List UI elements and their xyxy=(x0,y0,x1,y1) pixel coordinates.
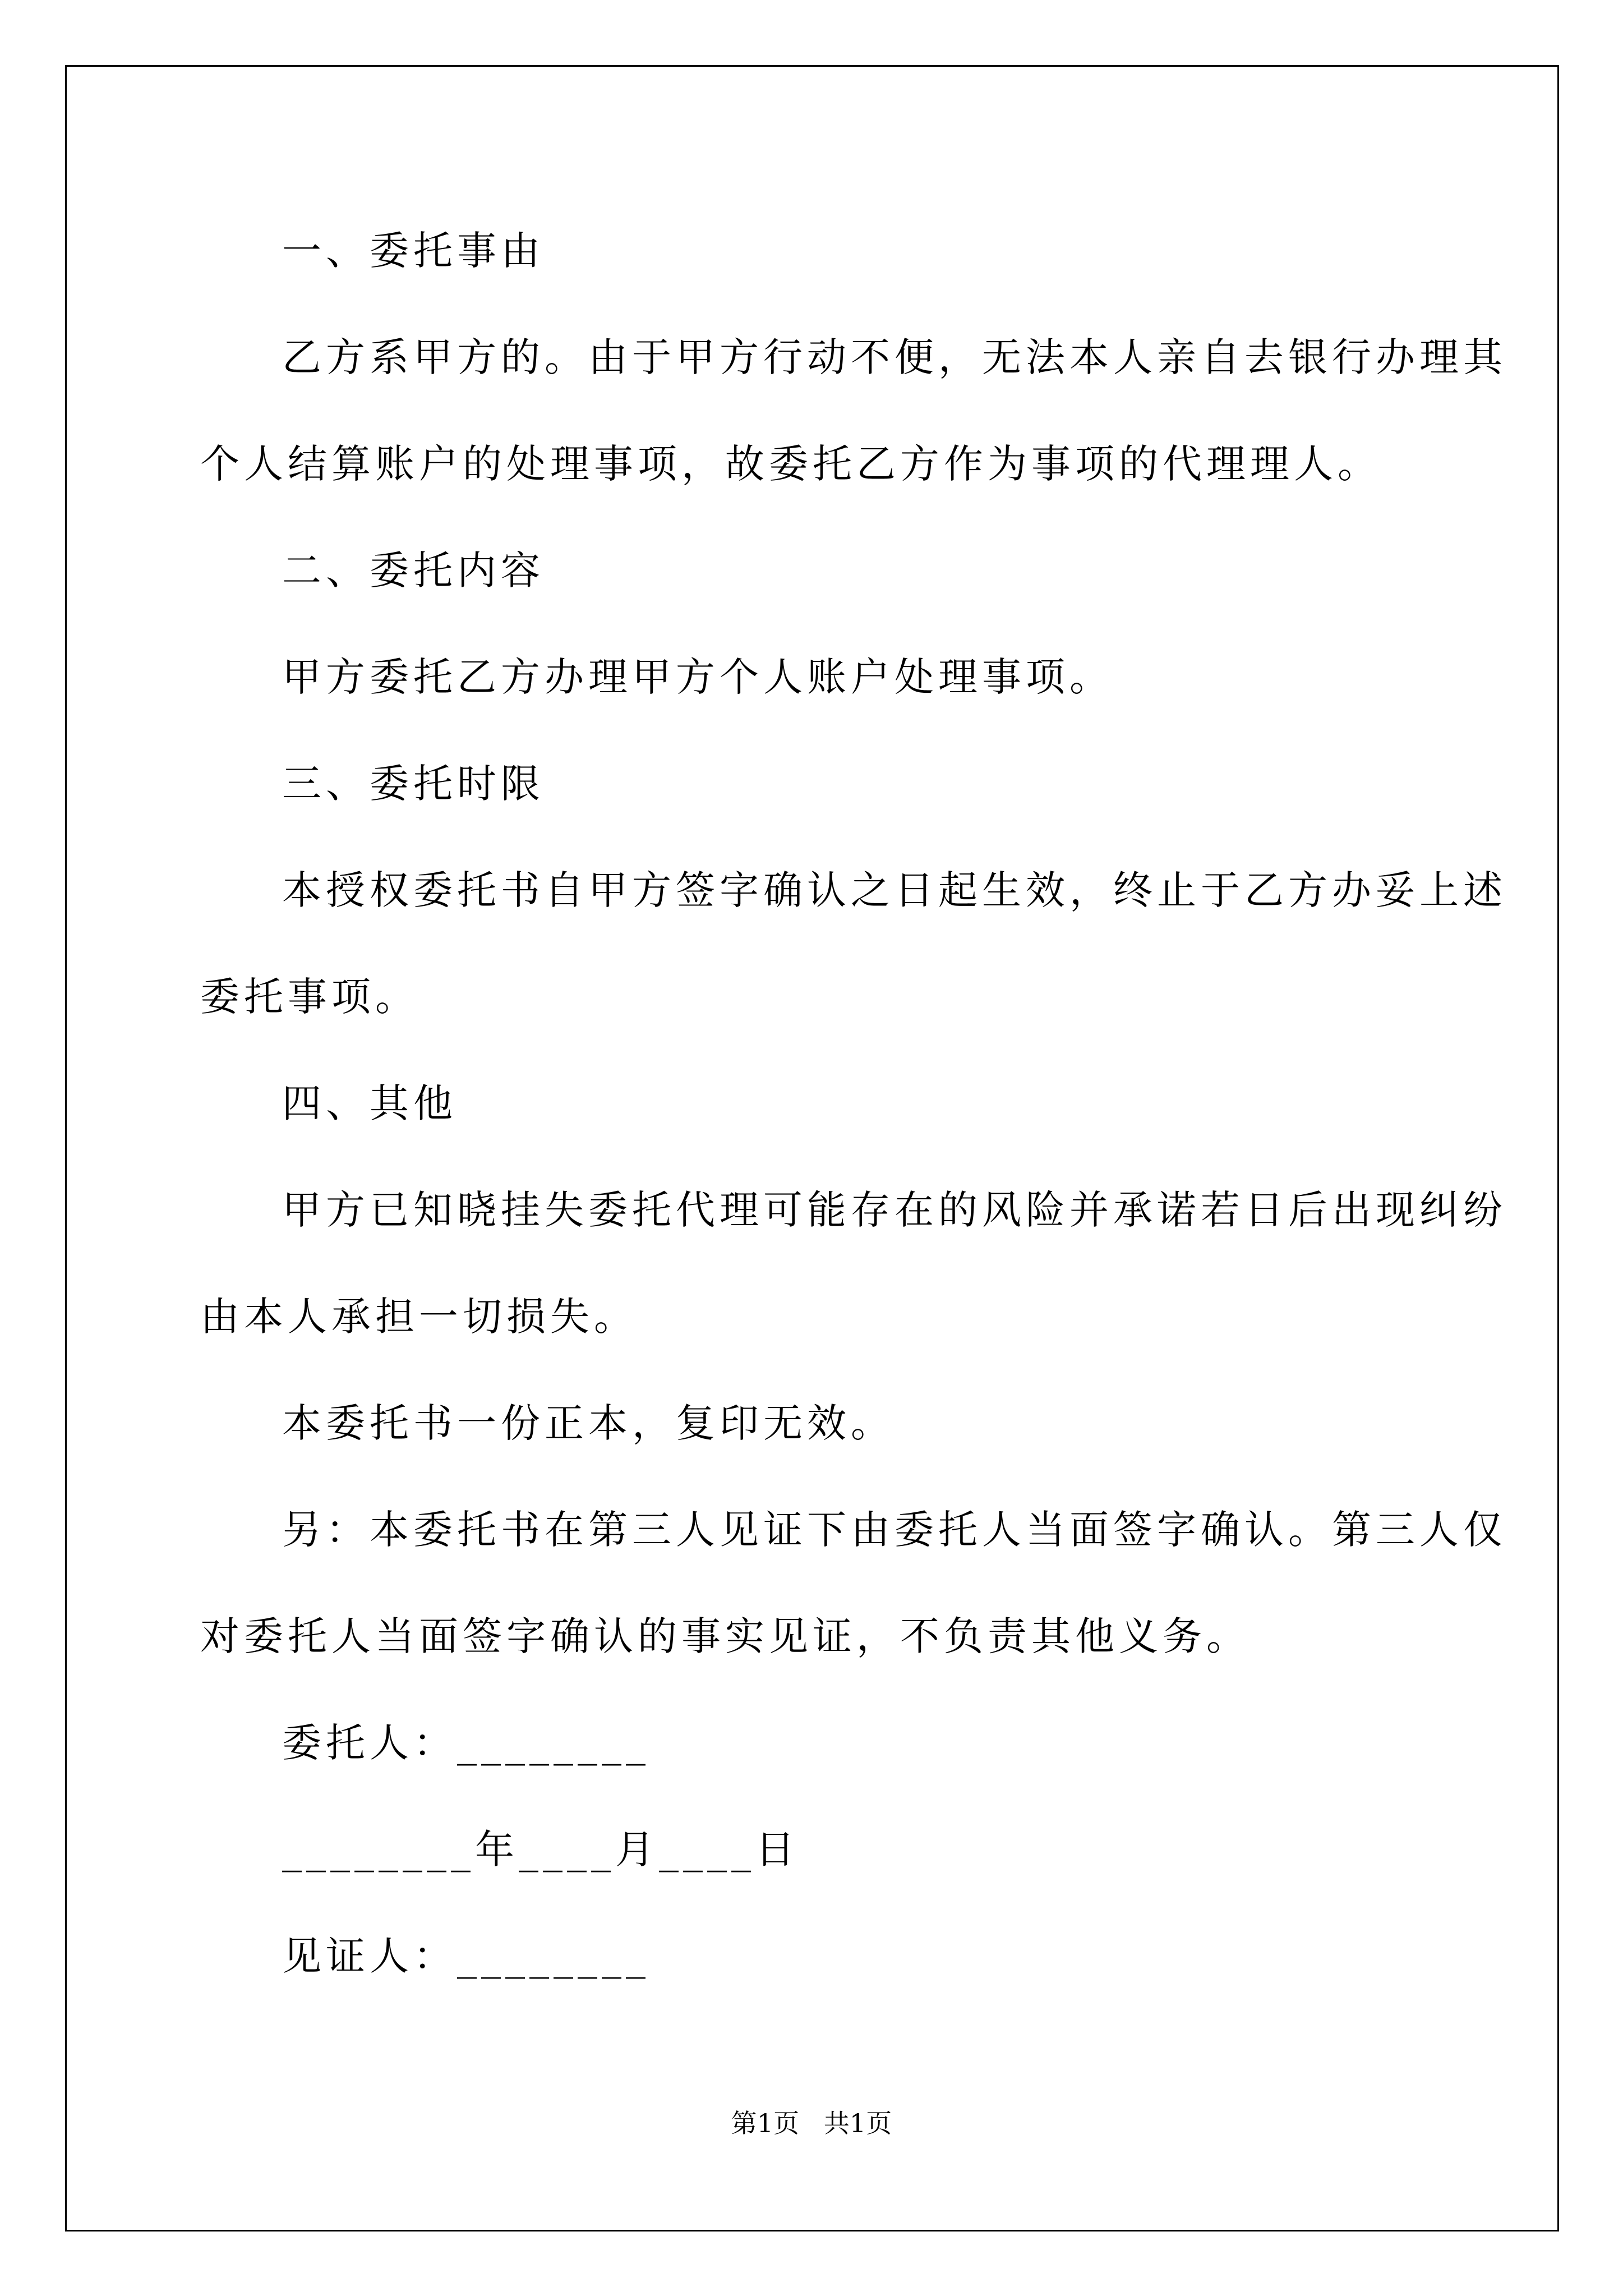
section-4-line-1: 甲方已知晓挂失委托代理可能存在的风险并承诺若日后出现纠纷 xyxy=(282,1187,1507,1233)
section-4-heading: 四、其他 xyxy=(282,1080,457,1126)
section-2-line-1: 甲方委托乙方办理甲方个人账户处理事项。 xyxy=(282,654,1113,700)
note-witness-line-1: 另：本委托书在第三人见证下由委托人当面签字确认。第三人仅 xyxy=(282,1507,1507,1553)
section-1-line-1: 乙方系甲方的。由于甲方行动不便，无法本人亲自去银行办理其 xyxy=(282,334,1507,380)
section-3-heading: 三、委托时限 xyxy=(282,761,545,807)
page-border xyxy=(65,65,1559,2231)
section-1-heading: 一、委托事由 xyxy=(282,228,545,274)
principal-signature: 委托人：________ xyxy=(282,1720,650,1766)
section-1-line-2: 个人结算账户的处理事项，故委托乙方作为事项的代理理人。 xyxy=(200,441,1381,487)
witness-signature: 见证人：________ xyxy=(282,1933,650,1979)
signature-date: ________年____月____日 xyxy=(282,1826,799,1872)
section-4-line-2: 由本人承担一切损失。 xyxy=(200,1294,638,1340)
section-3-line-1: 本授权委托书自甲方签字确认之日起生效，终止于乙方办妥上述 xyxy=(282,867,1507,913)
section-3-line-2: 委托事项。 xyxy=(200,974,419,1020)
note-original-copy: 本委托书一份正本，复印无效。 xyxy=(282,1400,895,1446)
page-footer: 第1页 共1页 xyxy=(731,2108,892,2138)
note-witness-line-2: 对委托人当面签字确认的事实见证，不负责其他义务。 xyxy=(200,1613,1250,1659)
section-2-heading: 二、委托内容 xyxy=(282,547,545,593)
